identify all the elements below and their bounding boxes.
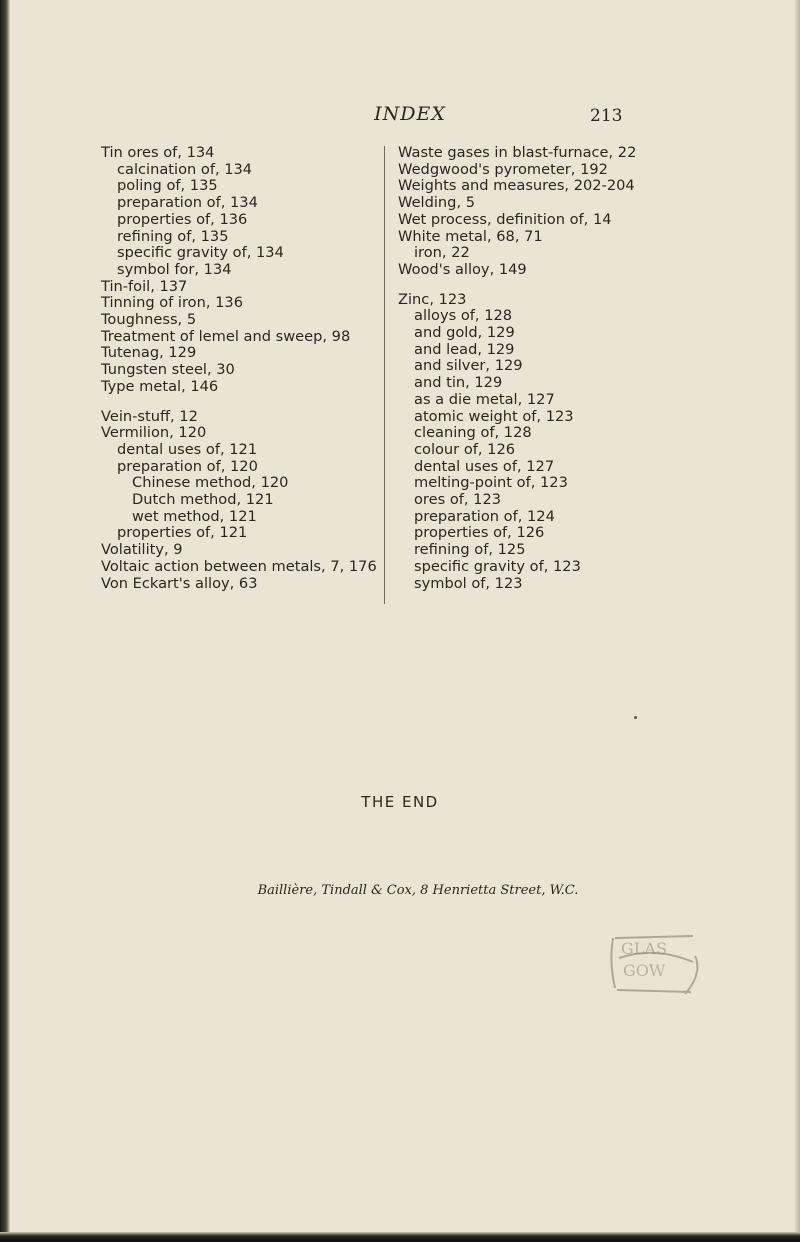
index-entry: White metal, 68, 71 [398, 227, 543, 245]
index-subentry: poling of, 135 [117, 177, 218, 195]
page-number: 213 [590, 106, 623, 126]
index-entry: Treatment of lemel and sweep, 98 [101, 327, 351, 345]
index-entry: Tin-foil, 137 [101, 277, 188, 295]
running-head: INDEX [374, 103, 446, 125]
page-bottom-edge [0, 1232, 800, 1242]
index-subentry: alloys of, 128 [414, 307, 513, 325]
index-subentry: atomic weight of, 123 [414, 407, 574, 425]
index-entry: Waste gases in blast-furnace, 22 [398, 144, 637, 161]
index-subentry: symbol for, 134 [117, 260, 232, 278]
index-subentry: melting-point of, 123 [414, 474, 568, 492]
index-entry: Toughness, 5 [101, 311, 197, 329]
index-subentry: calcination of, 134 [117, 160, 253, 178]
index-subentry: and gold, 129 [414, 324, 515, 342]
book-binding-edge [0, 0, 10, 1242]
index-subentry: colour of, 126 [414, 440, 516, 458]
index-entry: Wood's alloy, 149 [398, 260, 527, 278]
index-entry: Wedgwood's pyrometer, 192 [398, 160, 608, 178]
index-letter-gap [101, 396, 391, 409]
index-entry: Tinning of iron, 136 [101, 294, 243, 312]
index-entry: Vein-stuff, 12 [101, 407, 198, 425]
index-subentry: properties of, 121 [117, 524, 248, 542]
svg-text:GOW: GOW [623, 961, 666, 980]
index-subentry: specific gravity of, 134 [117, 244, 284, 262]
index-subentry: properties of, 126 [414, 524, 545, 542]
index-entry: Tin ores of, 134 [101, 144, 215, 161]
index-column-right [398, 145, 678, 592]
index-subentry: and tin, 129 [414, 374, 503, 392]
index-subentry: specific gravity of, 123 [414, 557, 581, 575]
index-entry: Tutenag, 129 [101, 344, 197, 362]
index-subentry: symbol of, 123 [414, 574, 523, 592]
index-subentry: refining of, 125 [414, 541, 526, 559]
column-divider [384, 146, 385, 604]
index-column-left [101, 145, 391, 592]
index-subentry: preparation of, 124 [414, 507, 555, 525]
index-subentry: Chinese method, 120 [132, 474, 289, 492]
index-subentry: as a die metal, 127 [414, 390, 555, 408]
index-entry: Zinc, 123 [398, 290, 467, 308]
index-subentry: properties of, 136 [117, 210, 248, 228]
index-subentry: refining of, 135 [117, 227, 229, 245]
index-entry: Vermilion, 120 [101, 424, 207, 442]
index-subentry: iron, 22 [414, 244, 470, 262]
library-stamp [575, 928, 725, 998]
index-entry: Weights and measures, 202-204 [398, 177, 635, 195]
index-entry: Voltaic action between metals, 7, 176 [101, 557, 377, 575]
paper-speck [634, 716, 637, 719]
svg-text:GLAS: GLAS [621, 939, 667, 958]
index-subentry: cleaning of, 128 [414, 424, 532, 442]
index-entry: Wet process, definition of, 14 [398, 210, 612, 228]
index-subentry: wet method, 121 [132, 507, 257, 525]
index-subentry: and silver, 129 [414, 357, 523, 375]
publisher-imprint: Baillière, Tindall & Cox, 8 Henrietta Street, W.C. [257, 883, 579, 898]
index-entry: Von Eckart's alloy, 63 [101, 574, 258, 592]
page-edge-shadow [794, 0, 800, 1242]
index-subentry: preparation of, 134 [117, 194, 258, 212]
index-subentry: Dutch method, 121 [132, 491, 274, 509]
index-letter-gap [398, 279, 678, 292]
index-subentry: ores of, 123 [414, 491, 502, 509]
the-end-label: THE END [361, 793, 439, 811]
index-subentry: dental uses of, 121 [117, 440, 258, 458]
index-entry: Tungsten steel, 30 [101, 361, 235, 379]
index-subentry: and lead, 129 [414, 340, 515, 358]
index-subentry: dental uses of, 127 [414, 457, 555, 475]
index-entry: Type metal, 146 [101, 377, 219, 395]
index-subentry: preparation of, 120 [117, 457, 258, 475]
index-entry: Volatility, 9 [101, 541, 183, 559]
index-entry: Welding, 5 [398, 194, 476, 212]
